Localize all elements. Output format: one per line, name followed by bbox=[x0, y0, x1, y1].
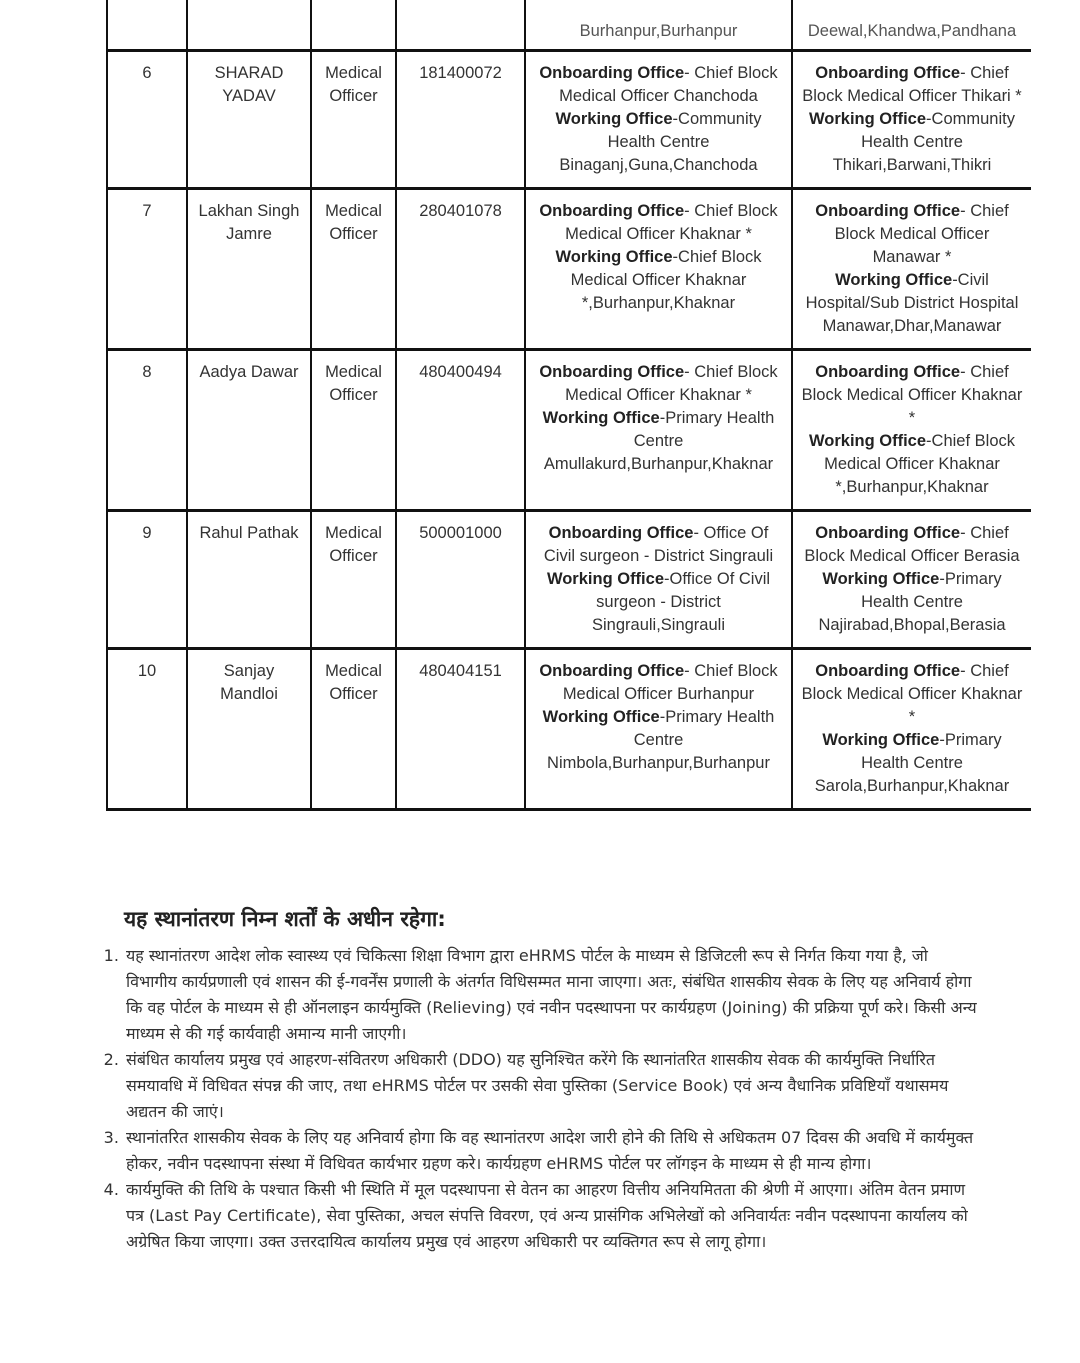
condition-item: 3. स्थानांतरित शासकीय सेवक के लिए यह अनिवार्य होगा कि वह स्थानांतरण आदेश जारी होने की तिथि से अधिकतम 07 दिवस की अवधि में कार्यमुक्त होकर, नवीन पदस्थापना संस्था में विधिवत कार्यभार ग्रहण करे। कार्यग्रहण eHRMS पोर्टल पर लॉगइन के माध्यम से ही मान्य होगा। bbox=[124, 1125, 982, 1177]
designation-cell bbox=[311, 0, 396, 51]
current-office-cell bbox=[525, 649, 792, 810]
sno-cell: 8 bbox=[107, 350, 187, 511]
sno-cell: 7 bbox=[107, 189, 187, 350]
name-cell: Aadya Dawar bbox=[187, 350, 311, 511]
sno-cell bbox=[107, 0, 187, 51]
designation-cell: Medical Officer bbox=[311, 511, 396, 649]
working-office-label: Working Office bbox=[546, 570, 664, 588]
working-office-value: -Primary Health Centre Najirabad,Bhopal,Berasia bbox=[818, 570, 1006, 634]
new-office-cell bbox=[792, 649, 1031, 810]
employee-code-cell: 181400072 bbox=[396, 51, 525, 189]
onboarding-office-value: - Chief Block Medical Officer Khaknar * bbox=[801, 662, 1023, 726]
current-office-cell bbox=[525, 350, 792, 511]
new-office-cell bbox=[792, 511, 1031, 649]
onboarding-office-label: Onboarding Office bbox=[539, 662, 685, 680]
onboarding-office-value: - Chief Block Medical Officer Khaknar * bbox=[801, 363, 1023, 427]
name-cell: Lakhan Singh Jamre bbox=[187, 189, 311, 350]
employee-code-cell: 500001000 bbox=[396, 511, 525, 649]
working-office-label: Working Office bbox=[542, 409, 660, 427]
employee-code-cell: 480404151 bbox=[396, 649, 525, 810]
working-office-label: Working Office bbox=[822, 570, 940, 588]
employee-code-cell bbox=[396, 0, 525, 51]
onboarding-office-label: Onboarding Office bbox=[539, 363, 685, 381]
onboarding-office-label: Onboarding Office bbox=[815, 524, 961, 542]
name-cell: SHARAD YADAV bbox=[187, 51, 311, 189]
working-office-value: -Community Health Centre Binaganj,Guna,Chanchoda bbox=[559, 110, 762, 174]
condition-item: 4. कार्यमुक्ति की तिथि के पश्चात किसी भी स्थिति में मूल पदस्थापना से वेतन का आहरण वित्तीय अनियमितता की श्रेणी में आएगा। अंतिम वेतन प्रमाण पत्र (Last Pay Certificate), सेवा पुस्तिका, अचल संपत्ति विवरण, एवं अन्य प्रासंगिक अभिलेखों को अनिवार्यतः नवीन पदस्थापना कार्यालय को अग्रेषित किया जाएगा। उक्त उत्तरदायित्व कार्यालय प्रमुख एवं आहरण अधिकारी पर व्यक्तिगत रूप से लागू होगा। bbox=[124, 1177, 982, 1255]
designation-cell: Medical Officer bbox=[311, 189, 396, 350]
working-office-value: -Office Of Civil surgeon - District Singrauli,Singrauli bbox=[592, 570, 771, 634]
current-office-cell bbox=[525, 511, 792, 649]
name-cell: Rahul Pathak bbox=[187, 511, 311, 649]
table-row bbox=[107, 189, 1031, 350]
onboarding-office-value: - Chief Block Medical Officer Thikari * bbox=[802, 64, 1022, 105]
working-office-value: -Civil Hospital/Sub District Hospital Manawar,Dhar,Manawar bbox=[805, 271, 1019, 335]
designation-cell: Medical Officer bbox=[311, 649, 396, 810]
employee-code-cell: 480400494 bbox=[396, 350, 525, 511]
working-office-value: -Primary Health Centre Nimbola,Burhanpur,Burhanpur bbox=[547, 708, 775, 772]
onboarding-office-value: - Office Of Civil surgeon - District Singrauli bbox=[543, 524, 774, 565]
table-row bbox=[107, 51, 1031, 189]
working-office-value: -Chief Block Medical Officer Khaknar *,Burhanpur,Khaknar bbox=[570, 248, 762, 312]
name-cell: Sanjay Mandloi bbox=[187, 649, 311, 810]
designation-cell: Medical Officer bbox=[311, 350, 396, 511]
working-office-value: -Primary Health Centre Sarola,Burhanpur,Khaknar bbox=[814, 731, 1010, 795]
table-row bbox=[107, 350, 1031, 511]
employee-code-cell: 280401078 bbox=[396, 189, 525, 350]
working-office-label: Working Office bbox=[555, 248, 673, 266]
sno-cell: 9 bbox=[107, 511, 187, 649]
onboarding-office-label: Onboarding Office bbox=[815, 363, 961, 381]
current-office-cell bbox=[525, 51, 792, 189]
new-office-cell bbox=[792, 189, 1031, 350]
sno-cell: 10 bbox=[107, 649, 187, 810]
onboarding-office-value: - Chief Block Medical Officer Khaknar * bbox=[565, 202, 778, 243]
onboarding-office-value: - Chief Block Medical Officer Khaknar * bbox=[565, 363, 778, 404]
onboarding-office-label: Onboarding Office bbox=[815, 64, 961, 82]
onboarding-office-label: Onboarding Office bbox=[548, 524, 694, 542]
onboarding-office-label: Onboarding Office bbox=[815, 662, 961, 680]
working-office-label: Working Office bbox=[809, 432, 927, 450]
name-cell bbox=[187, 0, 311, 51]
transfer-table bbox=[106, 0, 1031, 811]
conditions-list bbox=[102, 943, 982, 1255]
table-row bbox=[107, 511, 1031, 649]
conditions-section bbox=[102, 905, 982, 1255]
onboarding-office-label: Onboarding Office bbox=[815, 202, 961, 220]
condition-item: 1. यह स्थानांतरण आदेश लोक स्वास्थ्य एवं चिकित्सा शिक्षा विभाग द्वारा eHRMS पोर्टल के माध्यम से डिजिटली रूप से निर्गत किया गया है, जो विभागीय कार्यप्रणाली एवं शासन की ई-गवर्नेंस प्रणाली के अंतर्गत विधिसम्मत माना जाएगा। अतः, संबंधित शासकीय सेवक के लिए यह अनिवार्य होगा कि वह पोर्टल के माध्यम से ही ऑनलाइन कार्यमुक्ति (Relieving) एवं नवीन पदस्थापना पर कार्यग्रहण (Joining) की प्रक्रिया पूर्ण करे। किसी अन्य माध्यम से की गई कार्यवाही अमान्य मानी जाएगी। bbox=[124, 943, 982, 1047]
new-office-cell bbox=[792, 350, 1031, 511]
conditions-title: यह स्थानांतरण निम्न शर्तों के अधीन रहेगा: bbox=[124, 907, 446, 931]
onboarding-office-value: - Chief Block Medical Officer Berasia bbox=[804, 524, 1020, 565]
working-office-label: Working Office bbox=[542, 708, 660, 726]
working-office-value: -Community Health Centre Thikari,Barwani,Thikri bbox=[832, 110, 1015, 174]
new-office-cell bbox=[792, 51, 1031, 189]
new-office-cell: Deewal,Khandwa,Pandhana bbox=[792, 0, 1031, 51]
sno-cell: 6 bbox=[107, 51, 187, 189]
working-office-label: Working Office bbox=[835, 271, 953, 289]
onboarding-office-value: - Chief Block Medical Officer Burhanpur bbox=[562, 662, 778, 703]
onboarding-office-value: - Chief Block Medical Officer Chanchoda bbox=[559, 64, 778, 105]
current-office-cell: Burhanpur,Burhanpur bbox=[525, 0, 792, 51]
onboarding-office-value: - Chief Block Medical Officer Manawar * bbox=[834, 202, 1009, 266]
table-row-partial bbox=[107, 0, 1031, 51]
working-office-label: Working Office bbox=[822, 731, 940, 749]
designation-cell: Medical Officer bbox=[311, 51, 396, 189]
onboarding-office-label: Onboarding Office bbox=[539, 64, 685, 82]
working-office-value: -Chief Block Medical Officer Khaknar *,Burhanpur,Khaknar bbox=[824, 432, 1015, 496]
working-office-label: Working Office bbox=[555, 110, 673, 128]
table-row bbox=[107, 649, 1031, 810]
current-office-cell bbox=[525, 189, 792, 350]
condition-item: 2. संबंधित कार्यालय प्रमुख एवं आहरण-संवितरण अधिकारी (DDO) यह सुनिश्चित करेंगे कि स्थानांतरित शासकीय सेवक की कार्यमुक्ति निर्धारित समयावधि में विधिवत संपन्न की जाए, तथा eHRMS पोर्टल पर उसकी सेवा पुस्तिका (Service Book) एवं अन्य वैधानिक प्रविष्टियाँ यथासमय अद्यतन की जाएं। bbox=[124, 1047, 982, 1125]
working-office-label: Working Office bbox=[809, 110, 927, 128]
working-office-value: -Primary Health Centre Amullakurd,Burhanpur,Khaknar bbox=[543, 409, 775, 473]
onboarding-office-label: Onboarding Office bbox=[539, 202, 685, 220]
